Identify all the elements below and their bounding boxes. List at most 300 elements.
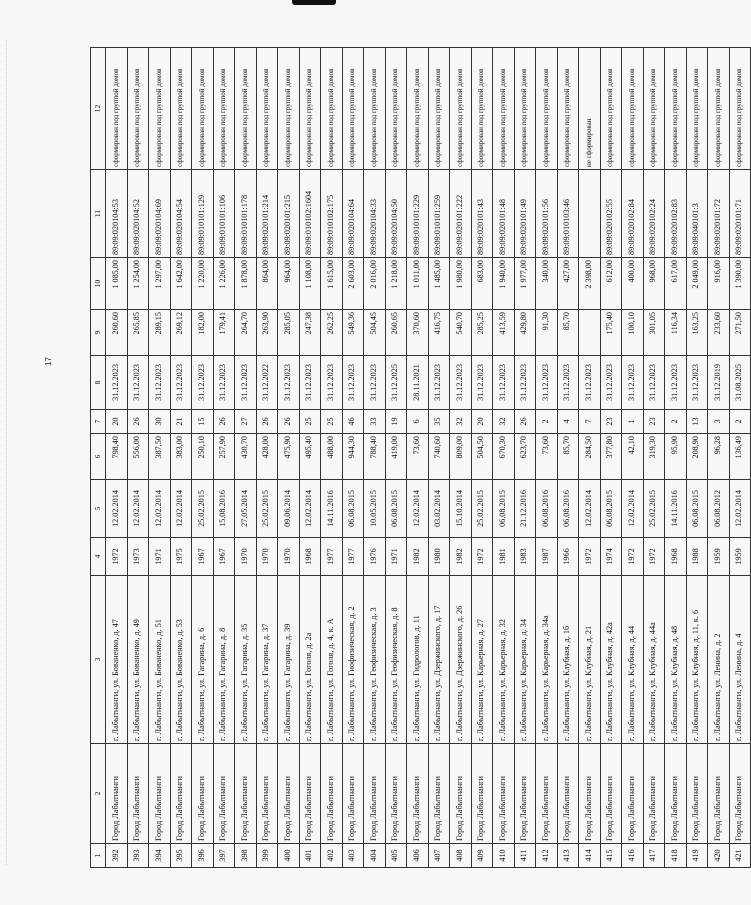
- table-row: [407, 48, 429, 868]
- address-cell: г. Лабытнанги, ул. Гоголя, д. 4, к. А: [321, 576, 343, 744]
- settlement-cell: Город Лабытнанги: [471, 744, 493, 844]
- settlement-cell: Город Лабытнанги: [536, 744, 558, 844]
- deadline-cell: 31.12.2023: [643, 356, 665, 410]
- value-cell: 1 085,00: [106, 258, 128, 310]
- table-body: [106, 48, 751, 868]
- table-row: [579, 48, 601, 868]
- address-cell: г. Лабытнанги, ул. Геофизическая, д. 8: [385, 576, 407, 744]
- value-cell: 1 108,00: [299, 258, 321, 310]
- area-cell: 798,40: [106, 434, 128, 480]
- date-cell: 27.05.2014: [235, 480, 257, 538]
- count-cell: 13: [686, 410, 708, 434]
- table-row: [536, 48, 558, 868]
- count-cell: 15: [192, 410, 214, 434]
- table-row: [514, 48, 536, 868]
- note-cell: сформирован под группой домов: [149, 48, 171, 170]
- count-cell: 46: [342, 410, 364, 434]
- year-cell: 1976: [364, 538, 386, 576]
- table-row: [106, 48, 128, 868]
- date-cell: 06.08.2016: [536, 480, 558, 538]
- value-cell: 1 218,00: [385, 258, 407, 310]
- address-cell: г. Лабытнанги, ул. Карьерная, д. 34а: [536, 576, 558, 744]
- address-cell: г. Лабытнанги, ул. Клубная, д. 44: [622, 576, 644, 744]
- note-cell: сформирован под группой домов: [493, 48, 515, 170]
- row-number: 397: [213, 844, 235, 868]
- date-cell: 12.02.2014: [170, 480, 192, 538]
- date-cell: 12.02.2014: [127, 480, 149, 538]
- settlement-cell: Город Лабытнанги: [643, 744, 665, 844]
- date-cell: 12.02.2014: [622, 480, 644, 538]
- table-row: [493, 48, 515, 868]
- row-number: 413: [557, 844, 579, 868]
- date-cell: 12.02.2014: [579, 480, 601, 538]
- address-cell: г. Лабытнанги, ул. Бованенко, д. 53: [170, 576, 192, 744]
- value-cell: 617,00: [665, 258, 687, 310]
- count-cell: 32: [493, 410, 515, 434]
- note-cell: не сформирован: [579, 48, 601, 170]
- rotated-sheet: [90, 48, 744, 868]
- date-cell: 15.08.2016: [213, 480, 235, 538]
- value-cell: 1 878,00: [235, 258, 257, 310]
- cadastral-number-cell: 89:09:020101:222: [450, 170, 472, 258]
- count-cell: 33: [364, 410, 386, 434]
- row-number: 419: [686, 844, 708, 868]
- row-number: 393: [127, 844, 149, 868]
- cadastral-number-cell: 89:09:020102:55: [600, 170, 622, 258]
- table-row: [321, 48, 343, 868]
- note-cell: сформирован под группой домов: [342, 48, 364, 170]
- address-cell: г. Лабытнанги, ул. Гагарина, д. 6: [192, 576, 214, 744]
- value-cell: 1 977,00: [514, 258, 536, 310]
- area-cell: 788,40: [364, 434, 386, 480]
- settlement-cell: Город Лабытнанги: [213, 744, 235, 844]
- value-cell: 269,12: [170, 310, 192, 356]
- count-cell: 20: [106, 410, 128, 434]
- deadline-cell: 31.12.2023: [600, 356, 622, 410]
- column-number: 11: [91, 170, 106, 258]
- address-cell: г. Лабытнанги, ул. Клубная, д. 11, к. 6: [686, 576, 708, 744]
- area-cell: 85,70: [557, 434, 579, 480]
- column-number: 4: [91, 538, 106, 576]
- row-number: 416: [622, 844, 644, 868]
- table-row: [127, 48, 149, 868]
- date-cell: 03.02.2014: [428, 480, 450, 538]
- cadastral-number-cell: 89:09:020104:33: [364, 170, 386, 258]
- table-row: [708, 48, 730, 868]
- value-cell: 2 016,00: [364, 258, 386, 310]
- year-cell: 1972: [622, 538, 644, 576]
- cadastral-number-cell: 89:09:010101:129: [192, 170, 214, 258]
- row-number: 421: [729, 844, 751, 868]
- address-cell: г. Лабытнанги, ул. Карьерная, д. 34: [514, 576, 536, 744]
- deadline-cell: 31.08.2025: [729, 356, 751, 410]
- year-cell: 1972: [579, 538, 601, 576]
- cadastral-number-cell: 89:09:010101:178: [235, 170, 257, 258]
- date-cell: 06.08.2015: [342, 480, 364, 538]
- year-cell: 1972: [643, 538, 665, 576]
- value-cell: 416,75: [428, 310, 450, 356]
- value-cell: 400,00: [622, 258, 644, 310]
- value-cell: 100,10: [622, 310, 644, 356]
- date-cell: 15.10.2014: [450, 480, 472, 538]
- table-row: [428, 48, 450, 868]
- value-cell: 260,65: [385, 310, 407, 356]
- value-cell: 612,00: [600, 258, 622, 310]
- area-cell: 250,10: [192, 434, 214, 480]
- table-row: [299, 48, 321, 868]
- table-row: [557, 48, 579, 868]
- note-cell: сформирован под группой домов: [407, 48, 429, 170]
- table-row: [643, 48, 665, 868]
- value-cell: 262,25: [321, 310, 343, 356]
- date-cell: 06.08.2015: [493, 480, 515, 538]
- column-number: 12: [91, 48, 106, 170]
- year-cell: 1967: [213, 538, 235, 576]
- count-cell: 4: [557, 410, 579, 434]
- table-row: [235, 48, 257, 868]
- deadline-cell: 31.12.2023: [514, 356, 536, 410]
- table-row: [729, 48, 751, 868]
- address-cell: г. Лабытнанги, ул. Гиофизическая, д. 2: [342, 576, 364, 744]
- note-cell: сформирован под группой домов: [557, 48, 579, 170]
- settlement-cell: Город Лабытнанги: [622, 744, 644, 844]
- year-cell: 1973: [127, 538, 149, 576]
- address-cell: г. Лабытнанги, ул. Гагарина, д. 39: [278, 576, 300, 744]
- note-cell: сформирован под группой домов: [471, 48, 493, 170]
- row-number: 394: [149, 844, 171, 868]
- value-cell: 289,15: [149, 310, 171, 356]
- date-cell: 21.12.2016: [514, 480, 536, 538]
- date-cell: 12.02.2014: [729, 480, 751, 538]
- address-cell: г. Лабытнанги, ул. Бованенко, д. 49: [127, 576, 149, 744]
- area-cell: 495,40: [299, 434, 321, 480]
- settlement-cell: Город Лабытнанги: [407, 744, 429, 844]
- count-cell: 2: [665, 410, 687, 434]
- year-cell: 1959: [729, 538, 751, 576]
- count-cell: 30: [149, 410, 171, 434]
- deadline-cell: 31.12.2023: [579, 356, 601, 410]
- table-row: [256, 48, 278, 868]
- count-cell: 23: [600, 410, 622, 434]
- value-cell: 85,70: [557, 310, 579, 356]
- count-cell: 26: [256, 410, 278, 434]
- note-cell: сформирован под группой домов: [106, 48, 128, 170]
- deadline-cell: 31.12.2023: [213, 356, 235, 410]
- note-cell: сформирован под группой домов: [256, 48, 278, 170]
- date-cell: 14.11.2016: [321, 480, 343, 538]
- value-cell: 429,80: [514, 310, 536, 356]
- deadline-cell: 31.12.2023: [127, 356, 149, 410]
- date-cell: 12.02.2014: [149, 480, 171, 538]
- note-cell: сформирован под группой домов: [643, 48, 665, 170]
- deadline-cell: 31.12.2023: [235, 356, 257, 410]
- area-cell: 387,50: [149, 434, 171, 480]
- value-cell: 916,00: [708, 258, 730, 310]
- year-cell: 1959: [708, 538, 730, 576]
- row-number: 404: [364, 844, 386, 868]
- row-number: 408: [450, 844, 472, 868]
- note-cell: сформирован под группой домов: [729, 48, 751, 170]
- value-cell: 301,05: [643, 310, 665, 356]
- area-cell: 430,70: [235, 434, 257, 480]
- count-cell: 27: [235, 410, 257, 434]
- year-cell: 1974: [600, 538, 622, 576]
- cadastral-number-cell: 89:09:010101:259: [428, 170, 450, 258]
- value-cell: 964,00: [278, 258, 300, 310]
- table-row: [149, 48, 171, 868]
- cadastral-number-cell: 89:09:010102:175: [321, 170, 343, 258]
- row-number: 392: [106, 844, 128, 868]
- settlement-cell: Город Лабытнанги: [579, 744, 601, 844]
- date-cell: 12.02.2014: [106, 480, 128, 538]
- value-cell: 1 485,00: [428, 258, 450, 310]
- row-number: 406: [407, 844, 429, 868]
- area-cell: 670,30: [493, 434, 515, 480]
- value-cell: 233,60: [708, 310, 730, 356]
- row-number: 402: [321, 844, 343, 868]
- address-cell: г. Лабытнанги, ул. Бованенко, д. 51: [149, 576, 171, 744]
- count-cell: 26: [213, 410, 235, 434]
- area-cell: 257,90: [213, 434, 235, 480]
- table-row: [342, 48, 364, 868]
- row-number: 414: [579, 844, 601, 868]
- row-number: 418: [665, 844, 687, 868]
- value-cell: 264,70: [235, 310, 257, 356]
- value-cell: 370,60: [407, 310, 429, 356]
- deadline-cell: 31.12.2023: [342, 356, 364, 410]
- deadline-cell: 31.12.2023: [557, 356, 579, 410]
- deadline-cell: 31.12.2023: [192, 356, 214, 410]
- settlement-cell: Город Лабытнанги: [127, 744, 149, 844]
- date-cell: 25.02.2015: [192, 480, 214, 538]
- table-row: [278, 48, 300, 868]
- year-cell: 1983: [514, 538, 536, 576]
- note-cell: сформирован под группой домов: [364, 48, 386, 170]
- value-cell: 91,30: [536, 310, 558, 356]
- deadline-cell: 31.12.2023: [106, 356, 128, 410]
- year-cell: 1970: [278, 538, 300, 576]
- count-cell: 23: [643, 410, 665, 434]
- cadastral-number-cell: 89:09:020101:43: [471, 170, 493, 258]
- year-cell: 1971: [149, 538, 171, 576]
- cadastral-number-cell: 89:09:020104:50: [385, 170, 407, 258]
- area-cell: 73,60: [536, 434, 558, 480]
- deadline-cell: 31.12.2023: [493, 356, 515, 410]
- value-cell: 271,50: [729, 310, 751, 356]
- value-cell: 2 049,00: [686, 258, 708, 310]
- column-number: 2: [91, 744, 106, 844]
- area-cell: 73,60: [407, 434, 429, 480]
- area-cell: 944,30: [342, 434, 364, 480]
- deadline-cell: 28.11.2021: [407, 356, 429, 410]
- year-cell: 1972: [471, 538, 493, 576]
- row-number: 396: [192, 844, 214, 868]
- address-cell: г. Лабытнанги, ул. Гидрологов, д. 11: [407, 576, 429, 744]
- year-cell: 1967: [192, 538, 214, 576]
- count-cell: 25: [321, 410, 343, 434]
- deadline-cell: 31.12.2025: [385, 356, 407, 410]
- deadline-cell: 31.12.2023: [686, 356, 708, 410]
- row-number: 415: [600, 844, 622, 868]
- count-cell: 26: [278, 410, 300, 434]
- value-cell: 2 398,00: [579, 258, 601, 310]
- column-number: 9: [91, 310, 106, 356]
- area-cell: 488,00: [321, 434, 343, 480]
- date-cell: 25.02.2015: [256, 480, 278, 538]
- note-cell: сформирован под группой домов: [514, 48, 536, 170]
- address-cell: г. Лабытнанги, ул. Гагарина, д. 35: [235, 576, 257, 744]
- area-cell: 475,90: [278, 434, 300, 480]
- scan-edge: [6, 40, 8, 865]
- value-cell: 427,00: [557, 258, 579, 310]
- note-cell: сформирован под группой домов: [428, 48, 450, 170]
- area-cell: 419,00: [385, 434, 407, 480]
- cadastral-number-cell: 89:09:020104:52: [127, 170, 149, 258]
- count-cell: 25: [299, 410, 321, 434]
- area-cell: 809,00: [450, 434, 472, 480]
- deadline-cell: 31.12.2022: [256, 356, 278, 410]
- area-cell: 136,49: [729, 434, 751, 480]
- cadastral-number-cell: 89:09:010101:106: [213, 170, 235, 258]
- deadline-cell: 31.12.2023: [299, 356, 321, 410]
- row-number: 400: [278, 844, 300, 868]
- note-cell: сформирован под группой домов: [299, 48, 321, 170]
- cadastral-number-cell: 89:09:020101:215: [278, 170, 300, 258]
- settlement-cell: Город Лабытнанги: [235, 744, 257, 844]
- area-cell: 319,30: [643, 434, 665, 480]
- year-cell: 1982: [450, 538, 472, 576]
- date-cell: 12.02.2014: [299, 480, 321, 538]
- scan-mark: [292, 0, 336, 5]
- cadastral-number-cell: 89:09:010101:229: [407, 170, 429, 258]
- column-number: 10: [91, 258, 106, 310]
- year-cell: 1972: [106, 538, 128, 576]
- year-cell: 1980: [428, 538, 450, 576]
- value-cell: 683,00: [471, 258, 493, 310]
- value-cell: 2 603,00: [342, 258, 364, 310]
- settlement-cell: Город Лабытнанги: [514, 744, 536, 844]
- year-cell: 1975: [170, 538, 192, 576]
- area-cell: 556,00: [127, 434, 149, 480]
- address-cell: г. Лабытнанги, ул. Гагарина, д. 37: [256, 576, 278, 744]
- note-cell: сформирован под группой домов: [450, 48, 472, 170]
- area-cell: 428,00: [256, 434, 278, 480]
- value-cell: 175,40: [600, 310, 622, 356]
- date-cell: 12.02.2014: [407, 480, 429, 538]
- address-cell: г. Лабытнанги, ул. Карьерная, д. 27: [471, 576, 493, 744]
- count-cell: 26: [514, 410, 536, 434]
- settlement-cell: Город Лабытнанги: [450, 744, 472, 844]
- address-cell: г. Лабытнанги, ул. Бованенко, д. 47: [106, 576, 128, 744]
- column-number: 6: [91, 434, 106, 480]
- cadastral-number-cell: 89:09:020102:83: [665, 170, 687, 258]
- settlement-cell: Город Лабытнанги: [342, 744, 364, 844]
- deadline-cell: 31.12.2023: [471, 356, 493, 410]
- deadline-cell: 31.12.2019: [708, 356, 730, 410]
- date-cell: 10.05.2015: [364, 480, 386, 538]
- row-number: 412: [536, 844, 558, 868]
- row-number: 401: [299, 844, 321, 868]
- count-cell: 32: [450, 410, 472, 434]
- settlement-cell: Город Лабытнанги: [321, 744, 343, 844]
- note-cell: сформирован под группой домов: [170, 48, 192, 170]
- value-cell: 285,05: [278, 310, 300, 356]
- settlement-cell: Город Лабытнанги: [192, 744, 214, 844]
- date-cell: 25.02.2015: [471, 480, 493, 538]
- settlement-cell: Город Лабытнанги: [299, 744, 321, 844]
- row-number: 420: [708, 844, 730, 868]
- value-cell: 864,00: [256, 258, 278, 310]
- address-cell: г. Лабытнанги, ул. Клубная, д. 44а: [643, 576, 665, 744]
- row-number: 403: [342, 844, 364, 868]
- note-cell: сформирован под группой домов: [192, 48, 214, 170]
- address-cell: г. Лабытнанги, ул. Карьерная, д. 32: [493, 576, 515, 744]
- table-row: [192, 48, 214, 868]
- year-cell: 1968: [665, 538, 687, 576]
- housing-table: [90, 47, 751, 868]
- value-cell: 504,45: [364, 310, 386, 356]
- note-cell: сформирован под группой домов: [686, 48, 708, 170]
- settlement-cell: Город Лабытнанги: [278, 744, 300, 844]
- cadastral-number-cell: 89:09:020101:48: [493, 170, 515, 258]
- table-row: [364, 48, 386, 868]
- value-cell: 263,90: [256, 310, 278, 356]
- settlement-cell: Город Лабытнанги: [686, 744, 708, 844]
- cadastral-number-cell: 89:09:020102:84: [622, 170, 644, 258]
- table-row: [665, 48, 687, 868]
- year-cell: 1968: [299, 538, 321, 576]
- count-cell: 2: [536, 410, 558, 434]
- row-number: 411: [514, 844, 536, 868]
- value-cell: 1 390,00: [729, 258, 751, 310]
- settlement-cell: Город Лабытнанги: [385, 744, 407, 844]
- table-row: [686, 48, 708, 868]
- table-row: [622, 48, 644, 868]
- note-cell: сформирован под группой домов: [213, 48, 235, 170]
- table-row: [450, 48, 472, 868]
- value-cell: [579, 310, 601, 356]
- year-cell: 1987: [536, 538, 558, 576]
- deadline-cell: 31.12.2023: [622, 356, 644, 410]
- value-cell: 1 254,00: [127, 258, 149, 310]
- count-cell: 21: [170, 410, 192, 434]
- value-cell: 540,70: [450, 310, 472, 356]
- address-cell: г. Лабытнанги, ул. Ленина, д. 4: [729, 576, 751, 744]
- settlement-cell: Город Лабытнанги: [708, 744, 730, 844]
- deadline-cell: 31.12.2023: [450, 356, 472, 410]
- table-row: [471, 48, 493, 868]
- cadastral-number-cell: 89:09:020101:214: [256, 170, 278, 258]
- value-cell: 340,00: [536, 258, 558, 310]
- count-cell: 3: [708, 410, 730, 434]
- settlement-cell: Город Лабытнанги: [106, 744, 128, 844]
- cadastral-number-cell: [579, 170, 601, 258]
- settlement-cell: Город Лабытнанги: [149, 744, 171, 844]
- value-cell: 285,25: [471, 310, 493, 356]
- value-cell: 1 011,00: [407, 258, 429, 310]
- date-cell: 06.08.2016: [557, 480, 579, 538]
- count-cell: 19: [385, 410, 407, 434]
- cadastral-number-cell: 89:09:020101:49: [514, 170, 536, 258]
- cadastral-number-cell: 89:09:020101:71: [729, 170, 751, 258]
- value-cell: 179,41: [213, 310, 235, 356]
- area-cell: 504,50: [471, 434, 493, 480]
- area-cell: 42,10: [622, 434, 644, 480]
- deadline-cell: 31.12.2023: [364, 356, 386, 410]
- address-cell: г. Лабытнанги, ул. Клубная, д. 48: [665, 576, 687, 744]
- date-cell: 06.08.2015: [686, 480, 708, 538]
- date-cell: 14.11.2016: [665, 480, 687, 538]
